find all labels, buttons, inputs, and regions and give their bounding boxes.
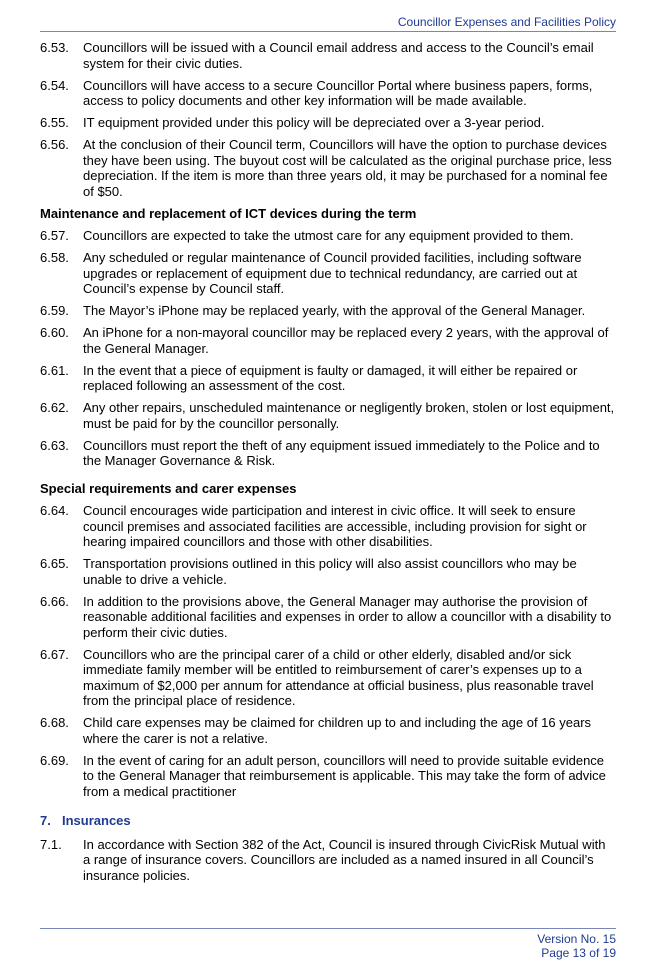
clause-6-69: 6.69. In the event of caring for an adult person, councillors will need to provide suitable evidence to the General Manager that reimbursement is applicable. This may take the form of advice from a medical practitioner — [40, 752, 606, 799]
clause-group-insurances — [40, 837, 616, 884]
footer-version: Version No. 15 — [537, 932, 616, 946]
subheading-special-requirements: Special requirements and carer expenses — [40, 480, 297, 496]
clause-6-66: 6.66. In addition to the provisions above, the General Manager may authorise the provision of reasonable additional facilities and expenses in order to allow a councillor with a disability to perform their civic duties. — [40, 593, 612, 640]
clause-6-64: 6.64. Council encourages wide participation and interest in civic office. It will seek to ensure council premises and associated facilities are accessible, including provision for sight or hearing impaired councillors and those with other disabilities. — [40, 503, 587, 549]
section-number: 7. — [40, 813, 51, 828]
clause-6-62: 6.62. Any other repairs, unscheduled maintenance or negligently broken, stolen or lost equipment, must be paid for by the councillor personally. — [40, 400, 615, 431]
clause-6-63: 6.63. Councillors must report the theft of any equipment issued immediately to the Police and to the Manager Governance & Risk. — [40, 437, 600, 468]
page-content — [40, 40, 616, 890]
clause-6-53: 6.53. Councillors will be issued with a Council email address and access to the Council’s email system for their civic duties. — [40, 40, 594, 71]
header-rule — [40, 31, 616, 32]
clause-group-ict — [40, 228, 616, 469]
clause-6-55: 6.55. IT equipment provided under this policy will be depreciated over a 3-year period. — [40, 115, 545, 130]
clause-7-1: 7.1. In accordance with Section 382 of the Act, Council is insured through CivicRisk Mutual with a range of insurance covers. Councillors are included as a named insured in all Council’s insurance policies. — [40, 836, 606, 883]
footer-page-number: Page 13 of 19 — [541, 946, 616, 960]
clause-group-special — [40, 503, 616, 799]
clause-6-65: 6.65. Transportation provisions outlined in this policy will also assist councillors who may be unable to drive a vehicle. — [40, 556, 577, 587]
footer-rule — [40, 928, 616, 929]
clause-6-56: 6.56. At the conclusion of their Council term, Councillors will have the option to purchase devices they have been using. The buyout cost will be calculated as the original purchase price, less depreciation. If the item is more than three years old, it may be purchased for a nominal fee of $50. — [40, 137, 612, 199]
clause-6-58: 6.58. Any scheduled or regular maintenance of Council provided facilities, including software upgrades or replacement of equipment due to technical redundancy, are carried out at Council’s expense by Council staff. — [40, 250, 582, 296]
clause-6-61: 6.61. In the event that a piece of equipment is faulty or damaged, it will either be repaired or replaced following an assessment of the cost. — [40, 362, 578, 393]
clause-6-68: 6.68. Child care expenses may be claimed for children up to and including the age of 16 years where the carer is not a relative. — [40, 715, 592, 746]
clause-6-59: 6.59. The Mayor’s iPhone may be replaced yearly, with the approval of the General Manager. — [40, 303, 586, 318]
clause-group-it — [40, 40, 616, 199]
clause-6-60: 6.60. An iPhone for a non-mayoral councillor may be replaced every 2 years, with the approval of the General Manager. — [40, 325, 609, 356]
subheading-ict-maintenance: Maintenance and replacement of ICT devices during the term — [40, 205, 417, 221]
section-title: Insurances — [62, 813, 131, 828]
section-heading-insurances — [40, 813, 616, 829]
running-header: Councillor Expenses and Facilities Policy — [397, 15, 616, 29]
clause-6-54: 6.54. Councillors will have access to a secure Councillor Portal where business papers, forms, access to policy documents and other key information will be made available. — [40, 77, 593, 108]
clause-6-67: 6.67. Councillors who are the principal carer of a child or other elderly, disabled and/or sick immediate family member will be entitled to reimbursement of carer’s expenses up to a maximum of $2,000 per annum for attendance at official business, plus reasonable travel from the principal place of residence. — [40, 646, 594, 708]
clause-6-57: 6.57. Councillors are expected to take the utmost care for any equipment provided to them. — [40, 228, 574, 243]
